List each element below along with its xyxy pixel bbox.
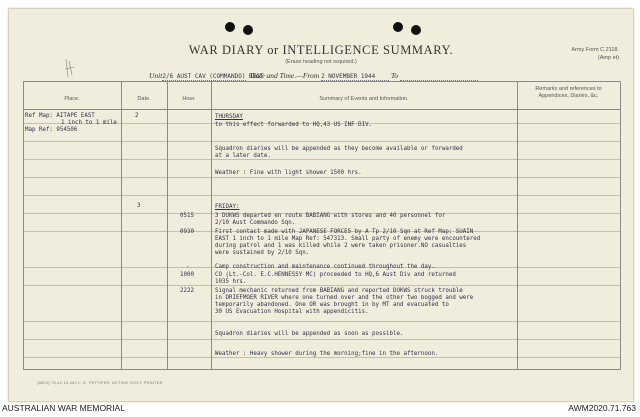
summary-line: 2/10 Aust Commando Sqn. [215,220,296,226]
summary-line: First contact made with JAPANESE FORCES by A Tp 2/10 Sqn at Ref Map: SUAIN [215,229,474,235]
place-scale: 1 inch to 1 mile [61,120,117,126]
table-bottom-rule [23,369,621,370]
summary-line: during patrol and 1 was killed while 2 were taken prisoner.NO casualties [215,243,467,249]
hour-cell: - [186,264,190,270]
header-date: Date. [137,96,151,102]
place-map-ref: Map Ref: 954506 [25,127,78,133]
punch-hole [243,25,253,35]
from-date-field: 2 NOVEMBER 1944 [321,73,389,81]
column-rule [121,81,122,369]
hour-cell: 0515 [180,213,194,219]
diary-sheet [8,8,634,402]
printer-imprint: (8620) 75.42 10.400 L. E. PETTIFER, ACTING GOVT. PRINTER. [37,381,165,385]
day-heading: FRIDAY: [215,204,240,210]
summary-line: Signal mechanic returned from BABIANG and reported DUKWS struck trouble [215,288,463,294]
summary-line: Squadron diaries will be appended as soon as possible. [215,331,404,337]
header-hour: Hour. [182,96,196,102]
summary-line: temporarily abandoned. One OR was brought in by MT and evacuated to [215,302,449,308]
table-top-rule [23,81,621,82]
hour-cell: 1000 [180,272,194,278]
table-header-rule [23,109,621,110]
summary-line: Camp construction and maintenance continued throughout the day. [215,264,435,270]
form-title: WAR DIARY or INTELLIGENCE SUMMARY. [188,43,454,57]
header-summary: Summary of Events and Information. [319,96,409,102]
hour-cell: 2222 [180,288,194,294]
column-rule [211,81,212,369]
date-cell: 3 [137,203,141,209]
unit-line: Unit2/6 AUST CAV (COMMANDO) REGT Date and Time.—From 2 NOVEMBER 1944 To [149,71,478,81]
summary-line: CO (Lt.-Col. E.C.HENNESSY MC) proceeded to HQ,6 Aust Div and returned [215,272,456,278]
day-heading: THURSDAY [215,114,243,120]
summary-line: Weather : Fine with light shower 1500 hrs. [215,170,362,176]
summary-line: Squadron diaries will be appended as they become available or forwarded [215,146,463,152]
place-ref-map: Ref Map: AITAPE EAST [25,113,95,119]
hour-cell: 0930 [180,229,194,235]
summary-line: at a later date. [215,153,271,159]
punch-hole [225,22,235,32]
accession-number: AWM2020.71.763 [568,403,636,413]
date-cell: 2 [135,113,139,119]
form-subtitle: (Erase heading not required.) [285,59,357,65]
summary-line: 30 US Evacuation Hospital with appendicitis. [215,309,369,315]
column-rule [167,81,168,369]
summary-line: Weather : Heavy shower during the morning;fine in the afternoon. [215,351,439,357]
column-rule [517,81,518,369]
unit-field: 2/6 AUST CAV (COMMANDO) REGT [162,73,264,80]
header-remarks: Remarks and references to Appendices, Diaries, &c. [535,86,602,99]
archive-caption: AUSTRALIAN WAR MEMORIAL [2,403,125,413]
punch-hole [411,25,421,35]
to-date-field [400,71,478,81]
form-number: Army Form C.2118. (Amp et) [571,47,619,61]
summary-line: in DRIEFMOER RIVER where one turned over and the other two bogged and were [215,295,474,301]
summary-line: were sustained by 2/10 Sqn. [215,250,310,256]
summary-line: EAST 1 inch to 1 mile Map Ref: 547313. Small party of enemy were encountered [215,236,481,242]
header-place: Place. [64,96,80,102]
summary-line: 3 DUKWS departed en route BABIANG with stores and 40 personnel for [215,213,446,219]
summary-line: 1035 hrs. [215,279,247,285]
punch-hole [393,22,403,32]
summary-line: to this effect forwarded to HQ,43 US INF DIV. [215,122,373,128]
